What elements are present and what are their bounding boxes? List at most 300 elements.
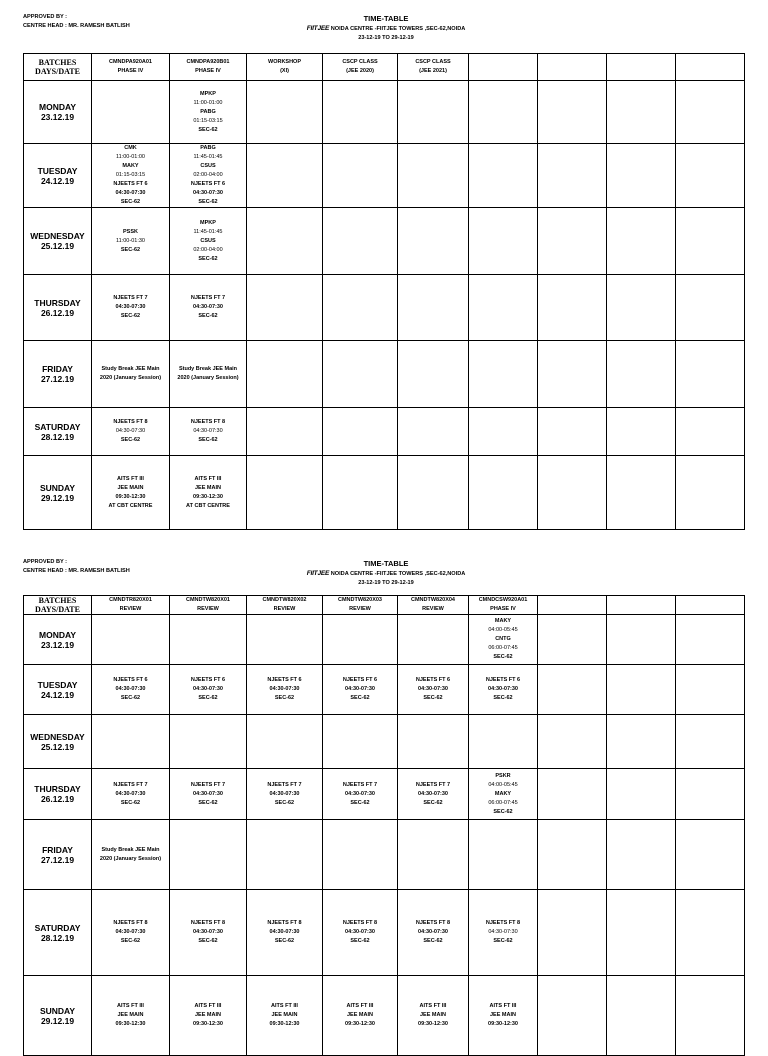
schedule-line: SEC-62 <box>198 313 218 319</box>
schedule-cell <box>607 456 676 530</box>
schedule-line: AITS FT III <box>489 1003 517 1009</box>
schedule-cell <box>323 715 398 769</box>
batch-header-line: REVIEW <box>119 606 142 612</box>
schedule-cell <box>538 976 607 1056</box>
day-row <box>24 408 745 456</box>
schedule-line: 11:00-01:30 <box>116 237 145 244</box>
schedule-cell <box>170 408 247 456</box>
day-date: 29.12.19 <box>40 492 75 503</box>
schedule-line: NJEETS FT 7 <box>113 781 148 788</box>
batch-column-header <box>676 54 745 81</box>
batch-header-line: REVIEW <box>349 606 371 612</box>
schedule-cell <box>92 208 170 275</box>
day-name: SATURDAY <box>34 922 81 933</box>
schedule-line: PSKR <box>495 772 511 779</box>
day-row <box>24 715 745 769</box>
schedule-cell <box>247 769 323 820</box>
schedule-cell <box>676 769 745 820</box>
day-date: 25.12.19 <box>40 241 75 251</box>
schedule-cell <box>92 976 170 1056</box>
schedule-cell <box>676 615 745 665</box>
header-label: DAYS/DATE <box>35 605 80 614</box>
day-name: MONDAY <box>39 629 76 640</box>
day-cell <box>24 81 92 144</box>
schedule-cell <box>92 341 170 408</box>
day-cell <box>24 820 92 890</box>
centre-head-label: CENTRE HEAD : MR. RAMESH BATLISH <box>23 568 130 574</box>
schedule-cell <box>676 208 745 275</box>
day-date: 26.12.19 <box>40 307 75 318</box>
schedule-line: JEE MAIN <box>271 1012 298 1018</box>
schedule-line: MAKY <box>122 163 139 169</box>
schedule-line: 11:00-01:00 <box>116 154 145 160</box>
schedule-line: 04:30-07:30 <box>193 929 223 935</box>
day-name: THURSDAY <box>34 784 81 794</box>
schedule-cell <box>538 144 607 208</box>
schedule-line: 04:30-07:30 <box>418 686 448 692</box>
batch-header-line: CMNDTW820X02 <box>262 597 307 603</box>
schedule-line: SEC-62 <box>120 799 141 806</box>
schedule-cell <box>607 144 676 208</box>
schedule-line: NJEETS FT 8 <box>113 920 148 926</box>
schedule-line: AITS FT III <box>346 1003 374 1009</box>
batch-column-header <box>469 596 538 615</box>
schedule-line: 09:30-12:30 <box>193 493 223 500</box>
schedule-cell <box>323 208 398 275</box>
schedule-line: SEC-62 <box>274 695 295 701</box>
batch-header-line: (XI) <box>280 68 289 74</box>
schedule-cell <box>607 976 676 1056</box>
schedule-cell <box>469 341 538 408</box>
schedule-cell <box>247 81 323 144</box>
schedule-line: SEC-62 <box>274 938 295 944</box>
schedule-line: 04:30-07:30 <box>418 790 448 797</box>
schedule-cell <box>398 820 469 890</box>
schedule-line: SEC-62 <box>274 799 295 806</box>
schedule-line: 04:30-07:30 <box>115 190 146 196</box>
batch-column-header <box>323 54 398 81</box>
schedule-line: 06:00-07:45 <box>488 645 518 651</box>
schedule-cell <box>676 890 745 976</box>
schedule-line: JEE MAIN <box>490 1012 516 1018</box>
batch-column-header <box>247 54 323 81</box>
batch-column-header <box>323 596 398 615</box>
schedule-cell <box>92 81 170 144</box>
schedule-line: AITS FT III <box>117 475 144 482</box>
schedule-line: MAKY <box>494 618 512 624</box>
schedule-cell <box>607 769 676 820</box>
schedule-cell <box>92 275 170 341</box>
schedule-line: SEC-62 <box>198 126 218 133</box>
schedule-cell <box>398 275 469 341</box>
schedule-line: MPKP <box>200 90 216 97</box>
day-cell <box>24 341 92 408</box>
schedule-cell <box>247 144 323 208</box>
schedule-cell <box>676 456 745 530</box>
day-name: TUESDAY <box>37 679 78 690</box>
schedule-line: 04:30-07:30 <box>488 686 518 692</box>
header-label: BATCHES <box>38 58 77 67</box>
schedule-line: SEC-62 <box>120 695 141 701</box>
page-title: TIME-TABLE <box>363 559 409 568</box>
schedule-line: PABG <box>200 108 216 115</box>
schedule-cell <box>538 715 607 769</box>
day-cell <box>24 275 92 341</box>
day-cell <box>24 769 92 820</box>
batch-header-line: CSCP CLASS <box>342 59 378 65</box>
day-date: 25.12.19 <box>40 741 75 752</box>
schedule-line: SEC-62 <box>493 654 513 660</box>
schedule-cell <box>170 665 247 715</box>
schedule-cell <box>676 408 745 456</box>
schedule-line: SEC-62 <box>493 808 513 815</box>
schedule-line: 09:30-12:30 <box>488 1021 518 1027</box>
schedule-line: MPKP <box>200 219 216 226</box>
schedule-cell <box>469 976 538 1056</box>
schedule-cell <box>469 715 538 769</box>
day-date: 24.12.19 <box>40 689 75 700</box>
schedule-line: SEC-62 <box>120 199 141 205</box>
schedule-line: SEC-62 <box>423 695 443 701</box>
schedule-cell <box>323 615 398 665</box>
day-date: 28.12.19 <box>40 431 75 442</box>
schedule-line: NJEETS FT 7 <box>113 295 148 301</box>
schedule-cell <box>170 144 247 208</box>
day-cell <box>24 615 92 665</box>
schedule-cell <box>607 275 676 341</box>
schedule-line: JEE MAIN <box>195 484 221 491</box>
schedule-line: 2020 (January Session) <box>99 855 162 862</box>
day-name: TUESDAY <box>37 165 78 176</box>
schedule-line: SEC-62 <box>198 199 218 205</box>
schedule-line: JEE MAIN <box>117 484 144 491</box>
day-cell <box>24 890 92 976</box>
day-name: WEDNESDAY <box>30 231 85 241</box>
schedule-line: NJEETS FT 6 <box>485 677 521 683</box>
schedule-cell <box>607 715 676 769</box>
schedule-cell <box>607 408 676 456</box>
schedule-cell <box>398 456 469 530</box>
header-label: DAYS/DATE <box>35 67 80 76</box>
schedule-line: NJEETS FT 8 <box>342 920 378 926</box>
schedule-cell <box>170 820 247 890</box>
schedule-line: 04:30-07:30 <box>115 929 146 935</box>
header-row <box>24 596 745 615</box>
schedule-cell <box>323 81 398 144</box>
schedule-line: SEC-62 <box>493 695 513 701</box>
schedule-cell <box>323 408 398 456</box>
schedule-line: AITS FT III <box>271 1003 298 1009</box>
schedule-cell <box>247 615 323 665</box>
schedule-line: 04:30-07:30 <box>345 929 375 935</box>
batch-column-header <box>398 54 469 81</box>
day-row <box>24 341 745 408</box>
schedule-cell <box>170 976 247 1056</box>
day-row <box>24 890 745 976</box>
timetable-table <box>23 53 745 530</box>
day-cell <box>24 408 92 456</box>
schedule-cell <box>607 81 676 144</box>
schedule-line: SEC-62 <box>198 799 218 806</box>
schedule-cell <box>469 275 538 341</box>
day-name: FRIDAY <box>42 844 73 855</box>
day-name: SUNDAY <box>39 482 76 493</box>
schedule-line: CNTG <box>495 636 511 642</box>
schedule-cell <box>398 769 469 820</box>
schedule-line: Study Break JEE Main <box>178 366 238 372</box>
schedule-line: 04:00-05:45 <box>488 627 518 633</box>
batch-column-header <box>676 596 745 615</box>
batch-column-header <box>398 596 469 615</box>
schedule-cell <box>607 208 676 275</box>
batch-header-line: CMNDCSW920A01 <box>478 597 528 603</box>
schedule-cell <box>247 456 323 530</box>
schedule-line: NJEETS FT 6 <box>190 677 226 683</box>
schedule-cell <box>398 341 469 408</box>
schedule-cell <box>323 769 398 820</box>
schedule-cell <box>538 456 607 530</box>
schedule-cell <box>676 341 745 408</box>
sheet-header <box>0 0 768 50</box>
schedule-line: NJEETS FT 7 <box>415 781 451 788</box>
schedule-line: 04:30-07:30 <box>193 304 223 310</box>
schedule-line: PABG <box>200 145 216 151</box>
batch-header-line: (JEE 2020) <box>346 68 374 74</box>
schedule-cell <box>398 615 469 665</box>
schedule-line: Study Break JEE Main <box>101 366 160 372</box>
schedule-cell <box>676 275 745 341</box>
schedule-cell <box>607 341 676 408</box>
schedule-cell <box>247 665 323 715</box>
schedule-line: NJEETS FT 8 <box>415 920 451 926</box>
schedule-line: 11:00-01:00 <box>193 99 223 106</box>
fiitjee-logo: FIITJEE <box>306 25 330 32</box>
schedule-cell <box>170 715 247 769</box>
batch-header-line: WORKSHOP <box>268 59 301 65</box>
schedule-cell <box>170 81 247 144</box>
day-cell <box>24 715 92 769</box>
day-date: 26.12.19 <box>40 794 75 804</box>
day-date: 23.12.19 <box>40 112 75 122</box>
schedule-line: SEC-62 <box>198 695 218 701</box>
schedule-cell <box>469 81 538 144</box>
batch-column-header <box>170 596 247 615</box>
sheet-header <box>0 545 768 595</box>
schedule-cell <box>607 615 676 665</box>
schedule-line: 01:15-03:15 <box>193 117 223 124</box>
schedule-cell <box>538 208 607 275</box>
day-date: 24.12.19 <box>40 175 75 186</box>
schedule-line: NJEETS FT 7 <box>267 781 302 788</box>
schedule-cell <box>676 665 745 715</box>
schedule-cell <box>398 665 469 715</box>
batch-column-header <box>92 596 170 615</box>
schedule-line: AITS FT III <box>117 1003 144 1009</box>
schedule-line: JEE MAIN <box>420 1012 446 1018</box>
schedule-line: NJEETS FT 8 <box>485 920 521 926</box>
schedule-line: SEC-62 <box>350 799 370 806</box>
schedule-cell <box>398 144 469 208</box>
schedule-line: 02:00-04:00 <box>193 172 223 178</box>
schedule-cell <box>538 820 607 890</box>
schedule-cell <box>398 890 469 976</box>
schedule-cell <box>469 769 538 820</box>
batch-column-header <box>92 54 170 81</box>
schedule-cell <box>469 665 538 715</box>
batch-header-line: PHASE IV <box>490 606 516 612</box>
schedule-cell <box>538 275 607 341</box>
schedule-line: SEC-62 <box>423 799 443 806</box>
batch-column-header <box>170 54 247 81</box>
schedule-line: 01:15-03:15 <box>115 172 146 178</box>
day-name: FRIDAY <box>42 364 73 374</box>
date-range: 23-12-19 TO 29-12-19 <box>358 580 414 586</box>
schedule-cell <box>247 208 323 275</box>
schedule-line: NJEETS FT 7 <box>190 781 226 788</box>
schedule-cell <box>170 275 247 341</box>
day-row <box>24 976 745 1056</box>
schedule-line: NJEETS FT 6 <box>113 677 148 683</box>
day-row <box>24 456 745 530</box>
schedule-line: AITS FT III <box>194 475 222 482</box>
schedule-line: 04:30-07:30 <box>193 190 223 196</box>
schedule-line: 04:30-07:30 <box>488 929 518 935</box>
centre-name: NOIDA CENTRE -FIITJEE TOWERS ,SEC-62,NOIDA <box>330 571 466 577</box>
schedule-line: NJEETS FT 7 <box>190 295 226 301</box>
batch-column-header <box>469 54 538 81</box>
schedule-cell <box>676 144 745 208</box>
schedule-cell <box>538 81 607 144</box>
schedule-cell <box>607 890 676 976</box>
schedule-line: 04:30-07:30 <box>115 790 146 797</box>
schedule-cell <box>323 820 398 890</box>
schedule-cell <box>170 208 247 275</box>
day-date: 27.12.19 <box>40 854 75 865</box>
schedule-cell <box>247 976 323 1056</box>
approved-by-label: APPROVED BY : <box>23 559 68 565</box>
schedule-line: SEC-62 <box>120 246 141 253</box>
schedule-line: 09:30-12:30 <box>115 493 146 500</box>
schedule-cell <box>676 715 745 769</box>
schedule-cell <box>538 341 607 408</box>
schedule-cell <box>92 715 170 769</box>
batch-header-line: CMNDTW820X04 <box>410 597 455 603</box>
schedule-line: 04:30-07:30 <box>418 929 448 935</box>
schedule-line: 04:30-07:30 <box>193 686 223 692</box>
batches-days-header <box>24 596 92 615</box>
day-name: SUNDAY <box>39 1005 76 1016</box>
schedule-line: Study Break JEE Main <box>101 846 160 853</box>
schedule-line: 04:30-07:30 <box>269 686 300 692</box>
schedule-line: MAKY <box>494 790 512 797</box>
schedule-line: JEE MAIN <box>195 1012 221 1018</box>
day-cell <box>24 456 92 530</box>
schedule-line: 04:30-07:30 <box>115 686 146 692</box>
schedule-cell <box>469 820 538 890</box>
day-name: WEDNESDAY <box>30 731 85 742</box>
schedule-line: NJEETS FT 6 <box>267 677 302 683</box>
schedule-line: CSUS <box>200 163 216 169</box>
schedule-line: NJEETS FT 6 <box>415 677 451 683</box>
day-row <box>24 208 745 275</box>
schedule-cell <box>170 769 247 820</box>
schedule-line: PSSK <box>123 228 138 235</box>
schedule-line: 02:00-04:00 <box>193 246 223 253</box>
batch-header-line: CMNDTW820X01 <box>185 597 230 603</box>
day-row <box>24 615 745 665</box>
schedule-line: NJEETS FT 8 <box>113 419 148 425</box>
schedule-cell <box>323 275 398 341</box>
batch-header-line: CMNDTW820X03 <box>337 597 382 603</box>
schedule-line: 04:30-07:30 <box>345 686 375 692</box>
schedule-line: AT CBT CENTRE <box>108 502 153 509</box>
batch-column-header <box>538 596 607 615</box>
schedule-line: 09:30-12:30 <box>269 1021 300 1027</box>
schedule-cell <box>170 341 247 408</box>
day-cell <box>24 976 92 1056</box>
schedule-cell <box>92 408 170 456</box>
day-name: SATURDAY <box>34 421 81 432</box>
title-block <box>0 559 768 588</box>
header-label: BATCHES <box>38 596 77 605</box>
schedule-cell <box>247 820 323 890</box>
batch-header-line: REVIEW <box>273 606 296 612</box>
schedule-line: SEC-62 <box>120 313 141 319</box>
schedule-cell <box>247 408 323 456</box>
title-block <box>0 14 768 43</box>
schedule-line: 04:30-07:30 <box>193 790 223 797</box>
batch-header-line: CSCP CLASS <box>415 59 451 65</box>
batch-header-line: REVIEW <box>197 606 219 612</box>
batch-column-header <box>607 54 676 81</box>
day-date: 29.12.19 <box>40 1015 75 1026</box>
batch-header-line: CMNDPA920A01 <box>109 59 152 65</box>
day-cell <box>24 208 92 275</box>
schedule-line: JEE MAIN <box>117 1012 144 1018</box>
schedule-cell <box>398 408 469 456</box>
page-title: TIME-TABLE <box>363 14 409 23</box>
batch-header-line: REVIEW <box>422 606 444 612</box>
approved-by-label: APPROVED BY : <box>23 14 68 20</box>
schedule-line: SEC-62 <box>198 255 218 262</box>
schedule-line: SEC-62 <box>350 695 370 701</box>
schedule-cell <box>469 208 538 275</box>
schedule-cell <box>469 408 538 456</box>
schedule-line: SEC-62 <box>493 938 513 944</box>
schedule-line: SEC-62 <box>120 938 141 944</box>
batch-header-line: CMNDPA920B01 <box>186 59 230 65</box>
fiitjee-logo: FIITJEE <box>306 570 330 577</box>
schedule-line: SEC-62 <box>350 938 370 944</box>
day-name: MONDAY <box>39 102 76 112</box>
schedule-line: CMK <box>124 145 137 151</box>
schedule-cell <box>323 665 398 715</box>
schedule-cell <box>323 456 398 530</box>
schedule-line: 09:30-12:30 <box>115 1021 146 1027</box>
schedule-cell <box>92 456 170 530</box>
schedule-line: 2020 (January Session) <box>177 375 239 381</box>
centre-name: NOIDA CENTRE -FIITJEE TOWERS ,SEC-62,NOIDA <box>330 26 466 32</box>
batch-header-line: (JEE 2021) <box>419 68 447 74</box>
schedule-cell <box>247 341 323 408</box>
schedule-cell <box>538 408 607 456</box>
schedule-cell <box>538 769 607 820</box>
schedule-cell <box>92 665 170 715</box>
schedule-cell <box>323 341 398 408</box>
schedule-line: 09:30-12:30 <box>193 1021 223 1027</box>
batch-column-header <box>247 596 323 615</box>
day-date: 23.12.19 <box>40 639 75 650</box>
